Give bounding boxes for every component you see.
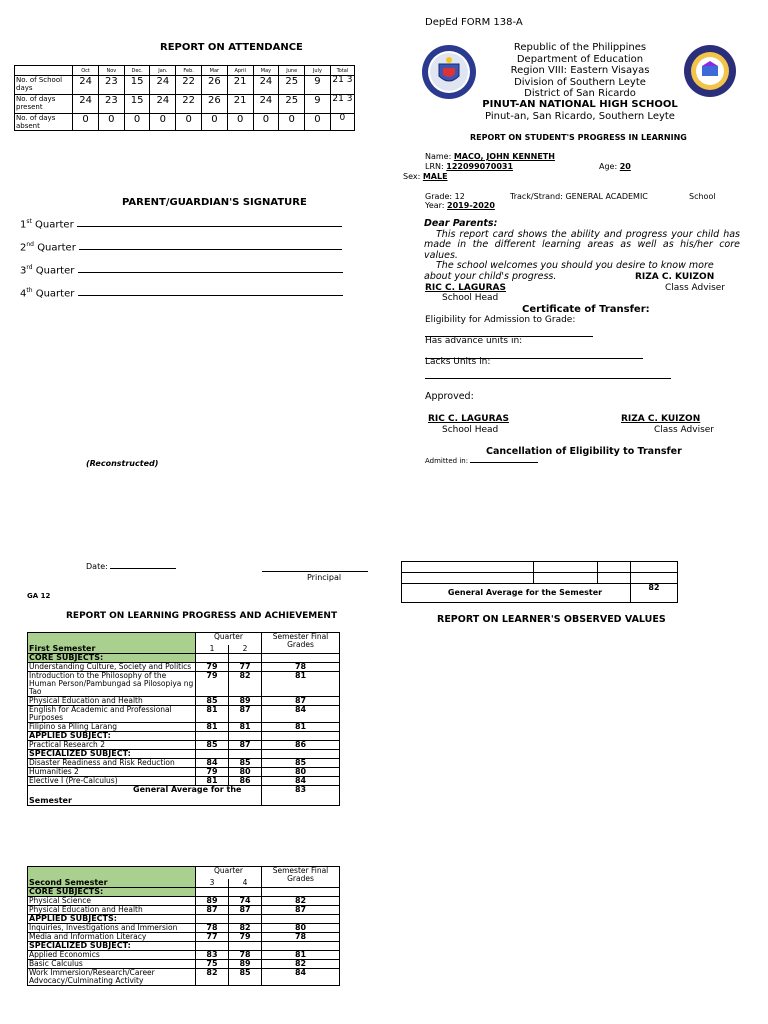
final-grade: 82 [262, 897, 340, 906]
month-header: Nov [98, 66, 124, 76]
quarter-grade: 82 [196, 969, 229, 986]
month-header: Jan. [150, 66, 176, 76]
school-label: School [689, 192, 716, 201]
quarter-grade: 81 [196, 706, 229, 723]
attendance-cell: 24 [73, 76, 99, 95]
month-header: Dec. [124, 66, 150, 76]
attendance-cell: 15 [124, 95, 150, 114]
category-label: SPECIALIZED SUBJECT: [28, 750, 196, 759]
attendance-row [15, 95, 355, 114]
school-address: Pinut-an, San Ricardo, Southern Leyte [485, 111, 675, 122]
quarter-grade: 87 [229, 906, 262, 915]
quarter-grade: 78 [229, 951, 262, 960]
lrn-label: LRN: [425, 162, 444, 171]
month-header: Total [330, 66, 354, 76]
subject-name: Physical Science [28, 897, 196, 906]
subject-row [28, 672, 340, 697]
attendance-cell: 0 [253, 114, 279, 131]
quarter-number: 3 [196, 879, 229, 888]
date-label: Date: [86, 562, 108, 571]
final-grades-header: Semester Final Grades [262, 633, 340, 654]
final-grades-header: Semester Final Grades [262, 867, 340, 888]
final-grade: 86 [262, 741, 340, 750]
attendance-cell: 24 [150, 95, 176, 114]
attendance-cell: 0 [279, 114, 305, 131]
quarter-grade: 87 [229, 741, 262, 750]
category-label: APPLIED SUBJECTS: [28, 915, 196, 924]
attendance-cell: 0 [176, 114, 202, 131]
final-grade: 78 [262, 663, 340, 672]
name-label: Name: [425, 152, 452, 161]
general-average-label: General Average for the Semester [402, 584, 631, 603]
attendance-header-row [15, 66, 355, 76]
attendance-title: REPORT ON ATTENDANCE [160, 42, 303, 53]
quarter-grade: 79 [196, 672, 229, 697]
quarter-grade: 84 [196, 759, 229, 768]
quarter-number: 4 [229, 879, 262, 888]
attendance-cell: 23 [98, 76, 124, 95]
quarter-grade: 85 [196, 741, 229, 750]
sex-label: Sex: [403, 172, 421, 181]
admitted-label: Admitted in: [425, 457, 469, 465]
quarter-grade: 79 [229, 933, 262, 942]
quarter-grade: 79 [196, 663, 229, 672]
quarter-grade: 86 [229, 777, 262, 786]
subject-name: Media and Information Literacy [28, 933, 196, 942]
deped-seal-icon [421, 44, 477, 100]
general-average-value: 83 [262, 786, 340, 806]
attendance-cell: 0 [305, 114, 331, 131]
age-label: Age: [599, 162, 618, 171]
quarter-header: Quarter [196, 867, 262, 880]
category-label: CORE SUBJECTS: [28, 888, 196, 897]
quarter-grade: 75 [196, 960, 229, 969]
quarter-grade: 85 [196, 697, 229, 706]
general-average-label-line1: General Average for the [133, 785, 242, 794]
letter-paragraph-1: This report card shows the ability and progress your child has made in the different learning areas as well as his/her core values. [424, 228, 740, 261]
subject-name: Practical Research 2 [28, 741, 196, 750]
header-block [490, 42, 670, 100]
quarter-suffix: nd [26, 241, 34, 248]
month-header: July [305, 66, 331, 76]
signature-line [78, 287, 343, 296]
principal-line [262, 561, 368, 572]
quarter-number: 1 [20, 219, 27, 231]
subject-row [28, 706, 340, 723]
attendance-cell: 0 [150, 114, 176, 131]
quarter-grade: 79 [196, 768, 229, 777]
attendance-cell: 21 [227, 76, 253, 95]
quarter-label: Quarter [37, 242, 76, 254]
head-name-2: RIC C. LAGURAS [428, 414, 509, 424]
sex-value: MALE [422, 172, 448, 181]
final-grade: 84 [262, 706, 340, 723]
quarter-grade: 78 [196, 924, 229, 933]
semester-title: Second Semester [28, 867, 196, 888]
quarter-grade: 82 [229, 924, 262, 933]
attendance-table [14, 65, 355, 131]
adviser-name-2: RIZA C. KUIZON [621, 414, 701, 424]
first-semester-table [27, 632, 340, 806]
quarter-grade: 87 [196, 906, 229, 915]
attendance-cell: 21 3 [330, 76, 354, 95]
subject-name: Humanities 2 [28, 768, 196, 777]
age-value: 20 [619, 162, 631, 171]
year-row [425, 201, 495, 210]
parent-signature-title: PARENT/GUARDIAN'S SIGNATURE [122, 197, 307, 208]
quarter-grade: 80 [229, 768, 262, 777]
sex-row [403, 172, 448, 181]
category-label: APPLIED SUBJECT: [28, 732, 196, 741]
attendance-row-label: No. of School days [15, 76, 73, 95]
final-grade: 82 [262, 960, 340, 969]
subject-name: Physical Education and Health [28, 697, 196, 706]
approved-label: Approved: [425, 391, 474, 402]
quarter-suffix: st [26, 218, 32, 225]
quarter-grade: 85 [229, 969, 262, 986]
attendance-cell: 26 [202, 95, 228, 114]
form-code: DepEd FORM 138-A [425, 17, 523, 28]
attendance-row [15, 76, 355, 95]
quarter-label: Quarter [35, 219, 74, 231]
year-value: 2019-2020 [447, 201, 495, 210]
student-name: MACO, JOHN KENNETH [453, 152, 555, 161]
attendance-cell: 0 [98, 114, 124, 131]
signature-line [78, 264, 343, 273]
subject-name: Basic Calculus [28, 960, 196, 969]
month-header: Mar [202, 66, 228, 76]
quarter-suffix: th [26, 287, 33, 294]
school-seal-icon [683, 44, 737, 98]
month-header: May [253, 66, 279, 76]
final-grade: 81 [262, 951, 340, 960]
quarter-signature-2 [20, 241, 342, 253]
eligibility-label: Eligibility for Admission to Grade: [425, 315, 576, 325]
letter-paragraph-2: The school welcomes you should you desire to know more about your child's progress. [424, 260, 714, 282]
quarter-grade: 81 [196, 723, 229, 732]
final-grade: 78 [262, 933, 340, 942]
quarter-label: Quarter [35, 288, 75, 300]
republic-line: Republic of the Philippines [513, 42, 647, 53]
head-role-2: School Head [442, 425, 499, 435]
region-line: Region VIII: Eastern Visayas [510, 65, 650, 76]
attendance-cell: 23 [98, 95, 124, 114]
track-value: GENERAL ACADEMIC [565, 192, 648, 201]
date-field [86, 562, 176, 571]
final-grade: 87 [262, 697, 340, 706]
final-grade: 81 [262, 672, 340, 697]
signature-line [79, 241, 342, 250]
quarter-number: 2 [229, 645, 262, 654]
final-grade: 80 [262, 924, 340, 933]
semester-title: First Semester [28, 633, 196, 654]
name-row [425, 152, 555, 161]
quarter-grade: 89 [229, 960, 262, 969]
attendance-cell: 25 [279, 76, 305, 95]
admitted-row [425, 457, 538, 465]
quarter-grade: 83 [196, 951, 229, 960]
attendance-cell: 9 [305, 95, 331, 114]
admitted-line [470, 462, 538, 463]
head-role: School Head [442, 293, 499, 303]
month-header: Feb. [176, 66, 202, 76]
final-grade: 80 [262, 768, 340, 777]
month-header: June [279, 66, 305, 76]
report-title: REPORT ON STUDENT'S PROGRESS IN LEARNING [470, 133, 687, 142]
letter-salutation: Dear Parents: [424, 218, 498, 229]
quarter-grade: 81 [229, 723, 262, 732]
grade-row [425, 192, 465, 201]
quarter-signature-3 [20, 264, 343, 276]
attendance-cell: 22 [176, 76, 202, 95]
general-average-value: 82 [631, 584, 678, 603]
grade-label: Grade: [425, 192, 453, 201]
certificate-title: Certificate of Transfer: [522, 304, 650, 315]
attendance-cell: 0 [202, 114, 228, 131]
attendance-cell: 22 [176, 95, 202, 114]
subject-name: Physical Education and Health [28, 906, 196, 915]
quarter-grade: 74 [229, 897, 262, 906]
attendance-cell: 24 [73, 95, 99, 114]
subject-name: Filipino sa Piling Larang [28, 723, 196, 732]
attendance-cell: 0 [73, 114, 99, 131]
attendance-cell: 26 [202, 76, 228, 95]
quarter-grade: 89 [196, 897, 229, 906]
attendance-cell: 24 [253, 95, 279, 114]
general-average-label-line2: Semester [29, 796, 72, 805]
department-line: Department of Education [516, 53, 644, 65]
quarter-header: Quarter [196, 633, 262, 646]
adviser-role: Class Adviser [665, 283, 726, 293]
quarter-grade: 81 [196, 777, 229, 786]
attendance-cell: 0 [124, 114, 150, 131]
quarter-grade: 89 [229, 697, 262, 706]
subject-name: Understanding Culture, Society and Politics [28, 663, 196, 672]
attendance-cell: 0 [227, 114, 253, 131]
quarter-grade: 77 [229, 663, 262, 672]
attendance-cell: 0 [330, 114, 354, 131]
category-label: CORE SUBJECTS: [28, 654, 196, 663]
attendance-cell: 15 [124, 76, 150, 95]
quarter-label: Quarter [35, 265, 75, 277]
quarter-number: 1 [196, 645, 229, 654]
adviser-name: RIZA C. KUIZON [635, 272, 715, 282]
category-label: SPECIALIZED SUBJECT: [28, 942, 196, 951]
track-label: Track/Strand: [510, 192, 563, 201]
general-average-row [28, 786, 340, 806]
head-name: RIC C. LAGURAS [425, 283, 506, 293]
attendance-cell: 9 [305, 76, 331, 95]
lacks-line [425, 369, 671, 379]
second-semester-table [27, 866, 340, 986]
date-line [110, 568, 176, 569]
reconstructed-note: (Reconstructed) [86, 459, 159, 468]
subject-name: Applied Economics [28, 951, 196, 960]
quarter-grade: 85 [229, 759, 262, 768]
principal-label: Principal [307, 573, 342, 582]
cancellation-title: Cancellation of Eligibility to Transfer [486, 446, 682, 457]
month-header: Oct [73, 66, 99, 76]
advance-label: Has advance units in: [425, 336, 523, 346]
lrn-value: 122099070031 [446, 162, 514, 171]
district-line: District of San Ricardo [524, 88, 636, 99]
quarter-grade: 82 [229, 672, 262, 697]
quarter-grade: 87 [229, 706, 262, 723]
school-name: PINUT-AN NATIONAL HIGH SCHOOL [482, 99, 678, 110]
attendance-cell: 21 [227, 95, 253, 114]
final-grade: 84 [262, 969, 340, 986]
lrn-row [425, 162, 513, 171]
subject-name: Introduction to the Philosophy of the Human Person/Pambungad sa Pilosopiya ng Tao [28, 672, 196, 697]
general-average-label [28, 786, 262, 806]
adviser-role-2: Class Adviser [654, 425, 715, 435]
subject-name: Elective I (Pre-Calculus) [28, 777, 196, 786]
signature-line [77, 218, 342, 227]
subject-name: Work Immersion/Research/Career Advocacy/Culminating Activity [28, 969, 196, 986]
quarter-number: 4 [20, 288, 27, 300]
general-average-table [401, 561, 678, 603]
attendance-cell: 24 [150, 76, 176, 95]
attendance-row [15, 114, 355, 131]
final-grade: 87 [262, 906, 340, 915]
quarter-grade: 77 [196, 933, 229, 942]
attendance-row-label: No. of days present [15, 95, 73, 114]
subject-name: English for Academic and Professional Purposes [28, 706, 196, 723]
year-label: Year: [425, 201, 445, 210]
quarter-signature-1 [20, 218, 342, 230]
division-line: Division of Southern Leyte [514, 76, 646, 88]
subject-name: Inquiries, Investigations and Immersion [28, 924, 196, 933]
quarter-number: 2 [20, 242, 27, 254]
subject-name: Disaster Readiness and Risk Reduction [28, 759, 196, 768]
progress-title: REPORT ON LEARNING PROGRESS AND ACHIEVEMENT [66, 611, 338, 621]
grade-value: 12 [454, 192, 465, 201]
attendance-cell: 24 [253, 76, 279, 95]
subject-row [28, 969, 340, 986]
ga-label: GA 12 [27, 592, 51, 600]
attendance-row-label: No. of days absent [15, 114, 73, 131]
observed-values-title: REPORT ON LEARNER'S OBSERVED VALUES [437, 614, 666, 625]
final-grade: 81 [262, 723, 340, 732]
track-row [510, 192, 648, 201]
quarter-signature-4 [20, 287, 343, 299]
attendance-cell: 21 3 [330, 95, 354, 114]
age-row [599, 162, 631, 171]
final-grade: 85 [262, 759, 340, 768]
final-grade: 84 [262, 777, 340, 786]
attendance-cell: 25 [279, 95, 305, 114]
quarter-number: 3 [20, 265, 27, 277]
month-header: April [227, 66, 253, 76]
quarter-suffix: rd [26, 264, 33, 271]
lacks-label: Lacks Units in: [425, 357, 491, 367]
